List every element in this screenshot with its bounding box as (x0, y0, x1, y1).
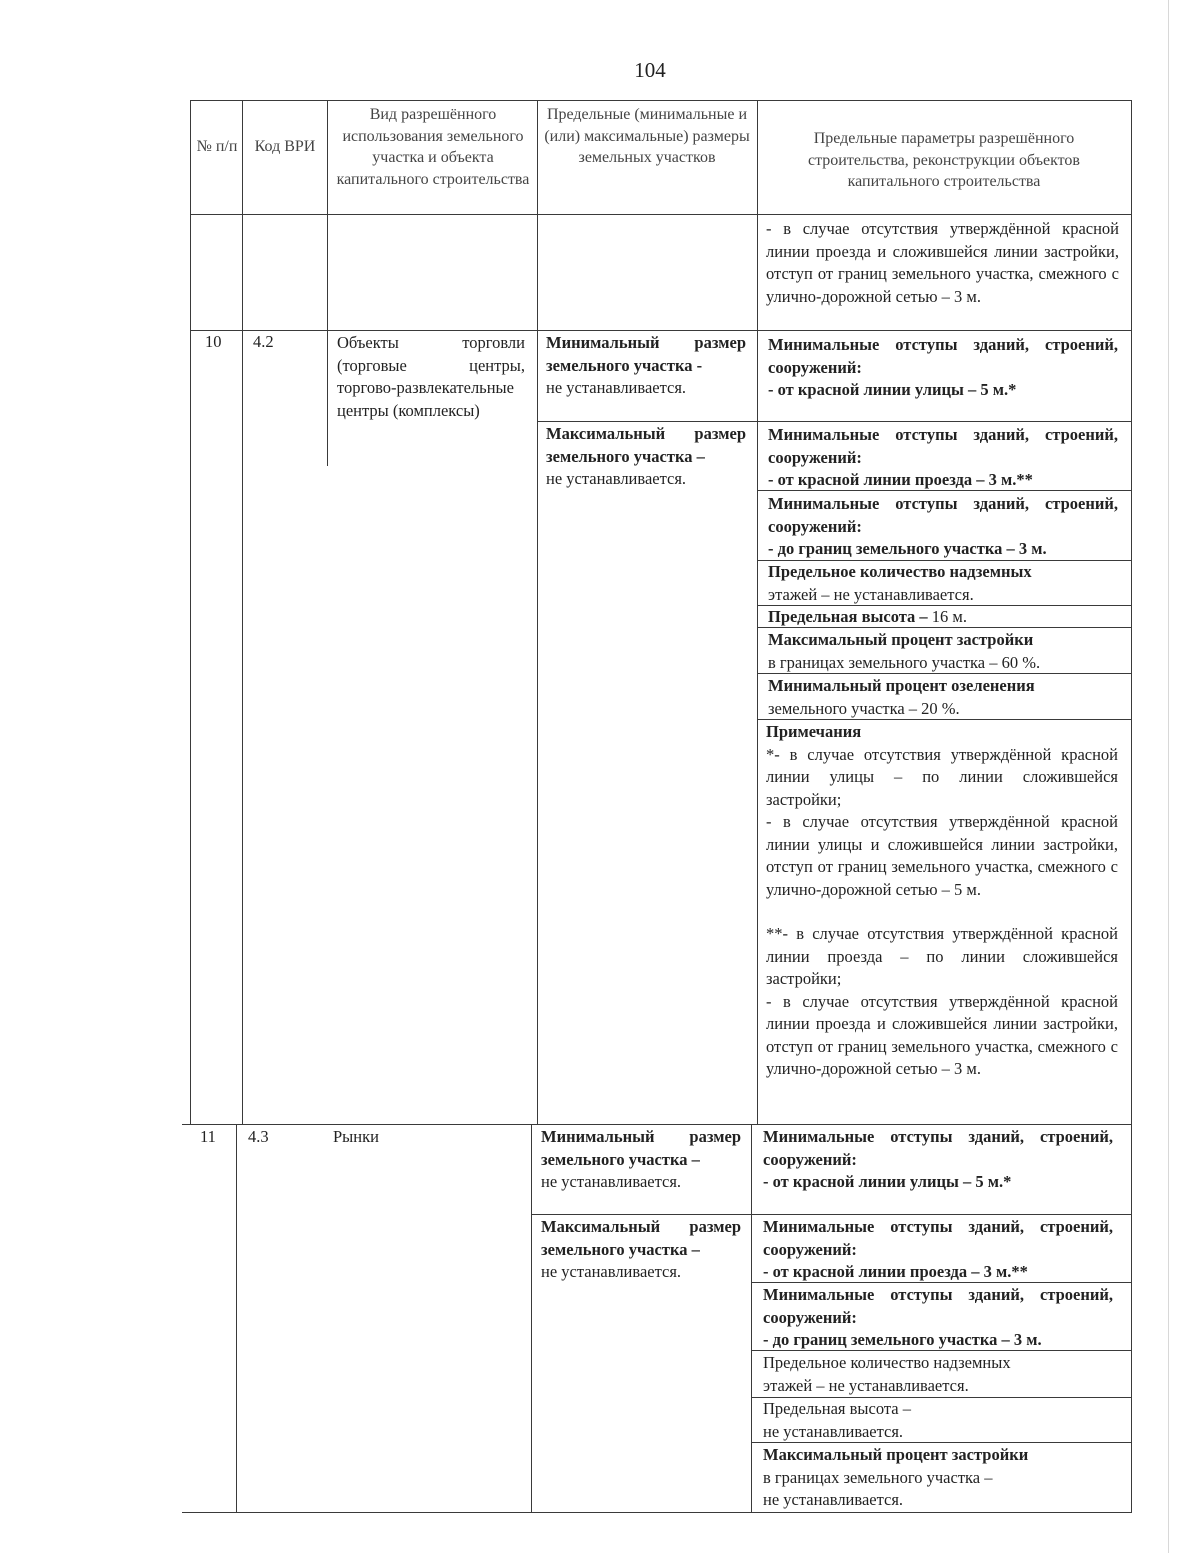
header-num: № п/п (196, 138, 238, 155)
header-plot-sizes: Предельные (минимальные и (или) максимальные) размеры земельных участков (544, 106, 750, 166)
row-10-size-max (546, 423, 746, 491)
continuation-note: - в случае отсутствия утверждённой красной линии проезда и сложившейся линии застройки, отступ от границ земельного участка, смежного с улично-дорожной сетью – 3 м. (766, 219, 1119, 306)
row-10-notes-title: Примечания (766, 722, 862, 741)
row-10-param-3-title: Минимальные отступы зданий, строений, сооружений: (768, 494, 1118, 536)
col-divider-4b (751, 1124, 752, 1512)
row-10-param-7-title: Минимальный процент озеленения (768, 676, 1035, 695)
row-10-param-1-title: Минимальные отступы зданий, строений, сооружений: (768, 335, 1118, 377)
row-11-size-max (541, 1216, 741, 1284)
row-10-param-3 (768, 493, 1118, 561)
row-11-param-4 (763, 1352, 1113, 1397)
row-10-param-1-value: - от красной линии улицы – 5 м.* (768, 380, 1017, 399)
table-top-border (190, 100, 1132, 101)
row-10-param-2 (768, 424, 1118, 492)
col-divider-3 (537, 100, 538, 1124)
row-11-param-2-value: - от красной линии проезда – 3 м.** (763, 1262, 1028, 1281)
col-divider-1b (236, 1124, 237, 1512)
row-10-param-3-value: - до границ земельного участка – 3 м. (768, 539, 1047, 558)
row-10-notes (766, 721, 1118, 1081)
row-11-param-1-title: Минимальные отступы зданий, строений, сооружений: (763, 1127, 1113, 1169)
header-bottom-border (190, 214, 1132, 215)
col-left-border (190, 100, 191, 330)
row-11-param-2 (763, 1216, 1113, 1284)
row-10-note-4: - в случае отсутствия утверждённой красной линии проезда и сложившейся линии застройки, отступ от границ земельного участка, смежного с улично-дорожной сетью – 3 м. (766, 991, 1118, 1078)
row-10-param-4 (768, 561, 1118, 606)
row-11-number: 11 (200, 1127, 216, 1146)
row-10-size-max-title: Максимальный размер земельного участка – (546, 424, 746, 466)
row-11-param-6-value-2: не устанавливается. (763, 1490, 904, 1509)
row-10-param-5 (768, 606, 1118, 629)
notes-spacer (766, 901, 1118, 923)
row-10-param-4-value: этажей – не устанавливается. (768, 584, 974, 604)
row-11-size-min-value: не устанавливается. (541, 1172, 682, 1191)
row-10-use-name: Объекты торговли (торговые центры, торгово-развлекательные центры (комплексы) (337, 333, 525, 420)
col-divider-1 (242, 100, 243, 1124)
row-11-param-4-value: этажей – не устанавливается. (763, 1375, 969, 1395)
row-10-note-1: *- в случае отсутствия утверждённой красной линии улицы – по линии сложившейся застройки; (766, 744, 1118, 809)
table-bottom-border (182, 1512, 1132, 1513)
row-11-param-2-title: Минимальные отступы зданий, строений, сооружений: (763, 1217, 1113, 1259)
col-right-border (1131, 100, 1132, 1512)
row-11-param-1 (763, 1126, 1113, 1194)
row-11-param-3-value: - до границ земельного участка – 3 м. (763, 1330, 1042, 1349)
row-10-param-1 (768, 334, 1118, 402)
row-11-param-3-title: Минимальные отступы зданий, строений, сооружений: (763, 1285, 1113, 1327)
row-11-param-6-title: Максимальный процент застройки (763, 1445, 1029, 1464)
row-11-top-border (182, 1124, 1132, 1125)
row-10-code: 4.2 (253, 332, 274, 351)
row-11-param-3 (763, 1284, 1113, 1352)
header-code: Код ВРИ (254, 138, 316, 155)
row-11-param-5-title: Предельная высота – (763, 1399, 911, 1418)
row-11-size-min-title: Минимальный размер земельного участка – (541, 1127, 741, 1169)
row-11-size-max-value: не устанавливается. (541, 1262, 682, 1281)
row-11-param-6 (763, 1444, 1113, 1512)
row-10-top-border (190, 330, 1132, 331)
row-10-size-min-value: не устанавливается. (546, 378, 687, 397)
page-number: 104 (634, 58, 666, 82)
row-11-param-4-title: Предельное количество надземных (763, 1353, 1011, 1372)
row-10-param-7-value: земельного участка – 20 %. (768, 698, 960, 718)
row-10-size-min-title: Минимальный размер земельного участка - (546, 333, 746, 375)
row-10-size-max-value: не устанавливается. (546, 469, 687, 488)
row-11-use-name: Рынки (333, 1127, 379, 1146)
row-11-size-divider (532, 1214, 1132, 1215)
row-10-param-4-title: Предельное количество надземных (768, 562, 1032, 581)
col-divider-4 (757, 100, 758, 1124)
row-10-note-2: - в случае отсутствия утверждённой красной линии улицы и сложившейся линии застройки, отступ от границ земельного участка, смежного с улично-дорожной сетью – 5 м. (766, 812, 1118, 899)
row-10-size-divider (538, 421, 1132, 422)
row-10-size-min (546, 332, 746, 400)
row-11-param-6-value: в границах земельного участка – (763, 1467, 993, 1487)
row-10-number: 10 (205, 332, 222, 351)
row-10-param-6 (768, 629, 1118, 674)
row-11-size-max-title: Максимальный размер земельного участка – (541, 1217, 741, 1259)
row-10-note-3: **- в случае отсутствия утверждённой красной линии проезда – по линии сложившейся застройки; (766, 924, 1118, 988)
row-11-param-5-value: не устанавливается. (763, 1421, 904, 1441)
row-10-param-5-title: Предельная высота – (768, 607, 928, 626)
header-use-type: Вид разрешённого использования земельного участка и объекта капитального строительства (336, 106, 530, 188)
row-10-param-5-value: 16 м. (927, 607, 967, 626)
row-11-size-min (541, 1126, 741, 1194)
row-10-param-2-title: Минимальные отступы зданий, строений, сооружений: (768, 425, 1118, 467)
header-build-params: Предельные параметры разрешённого строительства, реконструкции объектов капитального строительства (808, 130, 1080, 190)
row-11-code: 4.3 (248, 1127, 269, 1146)
row-11-param-5 (763, 1398, 1113, 1443)
col-divider-2 (327, 100, 328, 466)
col-left-border-2 (190, 330, 191, 1124)
row-10-param-6-title: Максимальный процент застройки (768, 630, 1034, 649)
row-10-param-6-value: в границах земельного участка – 60 %. (768, 652, 1041, 672)
row-10-param-7 (768, 675, 1118, 720)
col-divider-3b (531, 1124, 532, 1512)
row-11-param-1-value: - от красной линии улицы – 5 м.* (763, 1172, 1012, 1191)
row-10-param-2-value: - от красной линии проезда – 3 м.** (768, 470, 1033, 489)
